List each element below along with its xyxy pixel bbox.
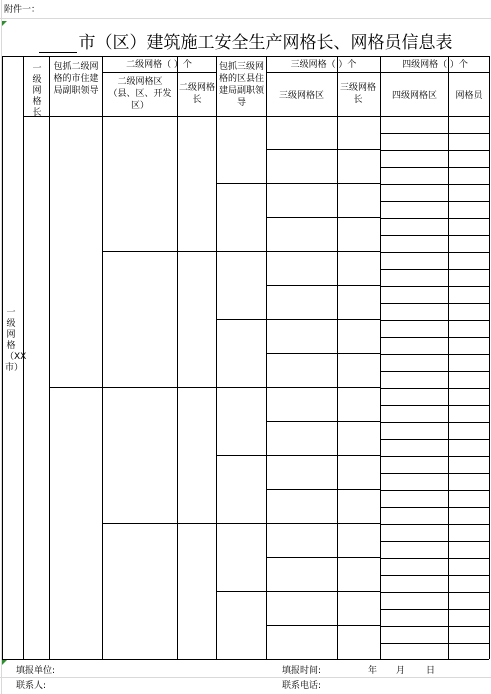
level4-row-line [380,337,489,338]
level3-subrow-line [266,557,380,558]
header-level4-member: 网格员 [455,91,483,101]
level4-row-line [380,269,489,270]
footer-phone: 联系电话: [282,681,322,691]
level3-subrow-line [266,489,380,490]
level3-row-line [216,319,266,320]
table-column-line [23,56,24,659]
header-subline-level34 [266,72,489,73]
level4-row-line [380,592,489,593]
level4-row-line [380,405,489,406]
header-level1-grid-leader: 一级网格长 [32,64,42,118]
level4-row-line [380,473,489,474]
table-column-line [216,56,217,659]
sheet-gridline-bottom [0,677,491,678]
footer-comment-marker [2,660,7,665]
footer-year: 年 [368,666,378,676]
level4-row-line [380,643,489,644]
table-column-line [266,56,267,659]
header-bottom-border [23,116,489,117]
level4-row-line [380,439,489,440]
level4-row-line [380,371,489,372]
footer-unit: 填报单位: [16,666,56,676]
cell-comment-marker [2,21,7,26]
level3-subrow-line [266,523,380,524]
level4-row-line [380,422,489,423]
table-column-line [49,56,50,659]
table-bottom-border [2,659,489,660]
sheet-gridline-top [0,18,491,19]
header-level3-area: 三级网格区 [278,91,324,101]
footer-day: 日 [426,666,436,676]
table-right-border [489,56,490,659]
level3-subrow-line [266,183,380,184]
level3-row-line [216,183,266,184]
level3-subrow-line [266,149,380,150]
table-column-line [102,56,103,659]
level3-subrow-line [266,625,380,626]
level4-row-line [380,490,489,491]
level3-subrow-line [266,421,380,422]
level3-row-line [216,387,266,388]
level4-row-line [380,286,489,287]
header-level2-area: 二级网格区（县、区、开发区） [108,77,172,111]
level3-subrow-line [266,285,380,286]
level3-row-line [216,455,266,456]
level4-row-line [380,303,489,304]
level4-row-line [380,626,489,627]
header-level4-area: 四级网格区 [391,91,437,101]
level3-subrow-line [266,251,380,252]
table-column-line [448,56,449,659]
level4-row-line [380,558,489,559]
level4-row-line [380,354,489,355]
level4-row-line [380,167,489,168]
level3-subrow-line [266,319,380,320]
level4-row-line [380,133,489,134]
level3-row-line [216,251,266,252]
footer-contact: 联系人: [16,681,47,691]
level3-subrow-line [266,455,380,456]
level3-subrow-line [266,387,380,388]
header-level3-group: 三级网格（ ）个 [290,60,357,70]
page-title [0,33,491,53]
header-subline-level2 [102,72,216,73]
level3-row-line [216,591,266,592]
title-text: 市（区）建筑施工安全生产网格长、网格员信息表 [78,33,453,53]
row-label-level1-grid: 一级网格（XX市） [5,308,27,373]
level4-row-line [380,575,489,576]
table-column-line [380,56,381,659]
level4-row-line [380,609,489,610]
level4-row-line [380,252,489,253]
footer-month: 月 [396,666,406,676]
header-level3-leader: 三级网格长 [339,83,376,105]
level4-row-line [380,456,489,457]
header-level1-vice-leader: 包抓二级网格的市住建局副职领导 [53,62,99,96]
table-column-line [337,56,338,659]
level4-row-line [380,541,489,542]
level3-subrow-line [266,217,380,218]
table-top-border [2,56,489,57]
header-level3-vice-leader: 包抓三级网格的区县住建局副职领导 [218,62,264,108]
level4-row-line [380,150,489,151]
table-column-line [177,56,178,659]
header-level4-group: 四级网格（ ）个 [402,60,468,70]
level4-row-line [380,388,489,389]
level2-row-line [102,523,216,524]
level4-row-line [380,218,489,219]
level4-row-line [380,524,489,525]
level2-block-line [49,387,216,388]
title-blank[interactable] [39,38,77,53]
level3-row-line [216,523,266,524]
level4-row-line [380,320,489,321]
level2-row-line [102,251,216,252]
footer-time-label: 填报时间: [282,666,322,676]
level4-row-line [380,184,489,185]
level3-subrow-line [266,591,380,592]
table-left-border [2,56,3,659]
header-level2-group: 二级网格（ ）个 [126,60,192,70]
level4-row-line [380,201,489,202]
level4-row-line [380,507,489,508]
attachment-label: 附件一： [4,5,41,15]
level3-subrow-line [266,353,380,354]
level4-row-line [380,235,489,236]
header-level2-leader: 二级网格长 [179,83,216,105]
